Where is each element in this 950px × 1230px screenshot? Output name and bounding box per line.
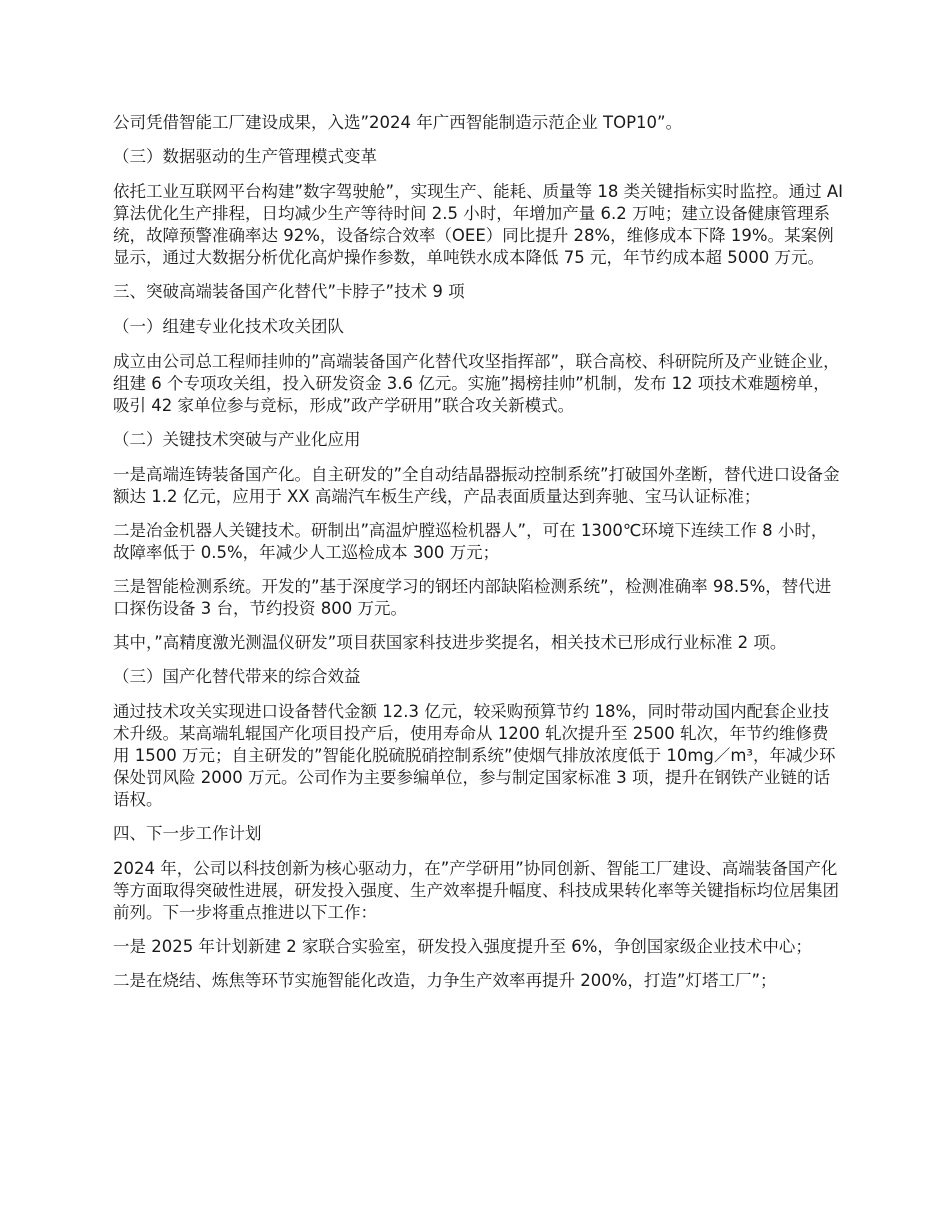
section-heading-breakthrough: （二）关键技术突破与产业化应用 xyxy=(113,430,361,449)
paragraph-robot: 二是冶金机器人关键技术。研制出”高温炉膛巡检机器人”，可在 1300℃环境下连续工作 8 小时，故障率低于 0.5%，年减少人工巡检成本 300 万元； xyxy=(113,521,828,562)
paragraph-benefits: 通过技术攻关实现进口设备替代金额 12.3 亿元，较采购预算节约 18%，同时带动国内配套企业技术升级。某高端轧辊国产化项目投产后，使用寿命从 1200 轧次提升至 2500 轧次，年节约维修费用 1500 万元；自主研发的”智能化脱硫脱硝控制系统”使烟气排放浓度低于 10mg／m³，年减少环保处罚风险 2000 万元。公司作为主要参编单位，参与制定国家标准 3 项，提升在钢铁产业链的话语权。 xyxy=(113,702,836,809)
chapter-heading-localization: 三、突破高端装备国产化替代”卡脖子”技术 9 项 xyxy=(113,282,465,301)
paragraph-plan-one: 一是 2025 年计划新建 2 家联合实验室，研发投入强度提升至 6%，争创国家级企业技术中心； xyxy=(113,937,812,956)
paragraph-digital-cockpit: 依托工业互联网平台构建”数字驾驶舱”，实现生产、能耗、质量等 18 类关键指标实时监控。通过 AI 算法优化生产排程，日均减少生产等待时间 2.5 小时，年增加产量 6.2 万吨；建立设备健康管理系统，故障预警准确率达 92%，设备综合效率（OEE）同比提升 28%，维修成本下降 19%。某案例显示，通过大数据分析优化高炉操作参数，单吨铁水成本降低 75 元，年节约成本超 5000 万元。 xyxy=(113,182,843,267)
document-body xyxy=(113,112,843,1004)
section-heading-benefits: （三）国产化替代带来的综合效益 xyxy=(113,667,361,686)
paragraph-achievement: 公司凭借智能工厂建设成果，入选”2024 年广西智能制造示范企业 TOP10”。 xyxy=(113,113,683,132)
paragraph-summary: 2024 年，公司以科技创新为核心驱动力，在”产学研用”协同创新、智能工厂建设、高端装备国产化等方面取得突破性进展，研发投入强度、生产效率提升幅度、科技成果转化率等关键指标均位居集团前列。下一步将重点推进以下工作： xyxy=(113,859,839,922)
paragraph-laser: 其中，”高精度激光测温仪研发”项目获国家科技进步奖提名，相关技术已形成行业标准 2 项。 xyxy=(113,633,787,652)
section-heading-data-driven: （三）数据驱动的生产管理模式变革 xyxy=(113,147,377,166)
chapter-heading-next-steps: 四、下一步工作计划 xyxy=(113,824,262,843)
section-heading-team: （一）组建专业化技术攻关团队 xyxy=(113,317,344,336)
paragraph-casting: 一是高端连铸装备国产化。自主研发的”全自动结晶器振动控制系统”打破国外垄断，替代进口设备金额达 1.2 亿元，应用于 XX 高端汽车板生产线，产品表面质量达到奔驰、宝马认证标准； xyxy=(113,465,840,506)
paragraph-plan-two: 二是在烧结、炼焦等环节实施智能化改造，力争生产效率再提升 200%，打造”灯塔工厂”； xyxy=(113,971,777,990)
paragraph-team: 成立由公司总工程师挂帅的”高端装备国产化替代攻坚指挥部”，联合高校、科研院所及产业链企业，组建 6 个专项攻关组，投入研发资金 3.6 亿元。实施”揭榜挂帅”机制，发布 12 项技术难题榜单，吸引 42 家单位参与竞标，形成”政产学研用”联合攻关新模式。 xyxy=(113,352,840,415)
paragraph-inspection: 三是智能检测系统。开发的”基于深度学习的钢坯内部缺陷检测系统”，检测准确率 98.5%，替代进口探伤设备 3 台，节约投资 800 万元。 xyxy=(113,577,832,618)
